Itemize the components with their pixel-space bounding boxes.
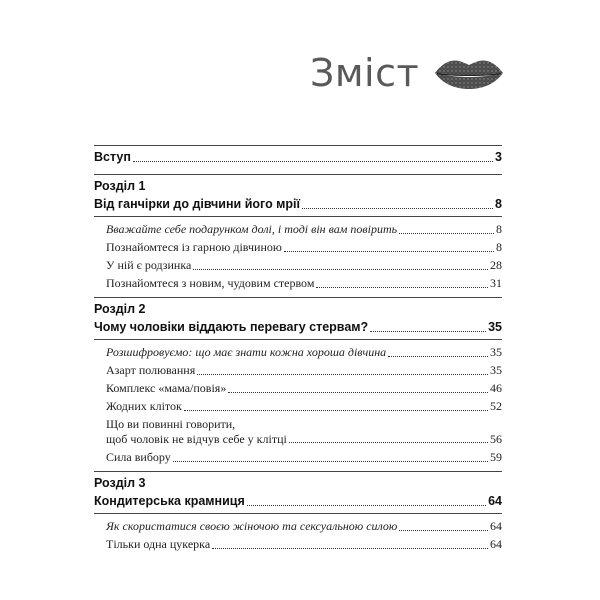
toc-entry[interactable] (94, 517, 502, 535)
toc-entry[interactable] (94, 379, 502, 397)
entry-page: 35 (490, 363, 502, 377)
toc-entry[interactable] (94, 397, 502, 415)
entry-page: 3 (495, 150, 502, 164)
dot-leader (133, 161, 493, 162)
entry-page: 52 (490, 399, 502, 413)
section-label: Розділ 3 (94, 476, 146, 490)
entry-page: 8 (496, 222, 502, 236)
entry-title: Як скористатися своєю жіночою та сексуальною силою (106, 519, 398, 533)
dot-leader (370, 331, 486, 332)
toc-entry[interactable] (94, 535, 502, 553)
toc-entry[interactable] (94, 343, 502, 361)
entry-title: Сила вибору (106, 450, 171, 464)
toc-entry[interactable] (94, 256, 502, 274)
entry-page: 31 (490, 276, 502, 290)
divider (94, 216, 502, 217)
entry-title: Тільки одна цукерка (106, 537, 211, 551)
entry-page: 59 (490, 450, 502, 464)
section-heading[interactable] (94, 318, 502, 336)
entry-page: 56 (490, 432, 502, 446)
dot-leader (284, 251, 494, 252)
dot-leader (173, 461, 488, 462)
dot-leader (388, 356, 488, 357)
dot-leader (302, 208, 493, 209)
entry-title-line1: Що ви повинні говорити, (106, 417, 236, 431)
section-page: 8 (495, 197, 502, 211)
entry-title: У ній є родзинка (106, 258, 192, 272)
dot-leader (212, 548, 488, 549)
header (310, 48, 507, 98)
table-of-contents (94, 145, 502, 553)
lips-kiss-icon (431, 54, 507, 92)
toc-entry-intro[interactable] (94, 148, 502, 166)
toc-entry[interactable] (94, 448, 502, 466)
dot-leader (316, 287, 488, 288)
dot-leader (228, 392, 488, 393)
section-title: Чому чоловіки віддають перевагу стервам? (94, 320, 369, 334)
entry-page: 64 (490, 519, 502, 533)
entry-page: 35 (490, 345, 502, 359)
entry-title: Вступ (94, 150, 131, 164)
section-heading[interactable] (94, 492, 502, 510)
entry-page: 46 (490, 381, 502, 395)
section-page: 35 (488, 320, 502, 334)
entry-title: Комплекс «мама/повія» (106, 381, 227, 395)
dot-leader (289, 442, 488, 443)
entry-page: 64 (490, 537, 502, 551)
toc-entry[interactable] (94, 361, 502, 379)
page-title: Зміст (310, 51, 420, 95)
toc-entry[interactable] (94, 238, 502, 256)
dot-leader (184, 410, 488, 411)
divider (94, 513, 502, 514)
entry-title: Вважайте себе подарунком долі, і тоді він вам повірить (106, 222, 398, 236)
dot-leader (193, 269, 488, 270)
entry-title: Жодних кліток (106, 399, 182, 413)
divider (94, 145, 502, 146)
toc-entry[interactable] (94, 274, 502, 292)
entry-title: Розшифровуємо: що має знати кожна хороша дівчина (106, 345, 387, 359)
section-label: Розділ 1 (94, 179, 146, 193)
toc-entry[interactable] (94, 220, 502, 238)
entry-title: Познайомтеся із гарною дівчиною (106, 240, 282, 254)
entry-title: Познайомтеся з новим, чудовим стервом (106, 276, 315, 290)
divider (94, 174, 502, 175)
divider (94, 339, 502, 340)
section-page: 64 (488, 494, 502, 508)
dot-leader (399, 233, 494, 234)
entry-page: 28 (490, 258, 502, 272)
entry-page: 8 (496, 240, 502, 254)
entry-title: Азарт полювання (106, 363, 196, 377)
section-title: Від ганчірки до дівчини його мрії (94, 197, 301, 211)
section-title: Кондитерська крамниця (94, 494, 245, 508)
section-label: Розділ 2 (94, 302, 146, 316)
dot-leader (197, 374, 488, 375)
toc-entry-two-line[interactable] (94, 417, 502, 447)
divider (94, 297, 502, 298)
section-heading[interactable] (94, 195, 502, 213)
entry-line2 (106, 432, 502, 447)
dot-leader (247, 505, 486, 506)
entry-title-line2: щоб чоловік не відчув себе у клітці (106, 432, 287, 446)
dot-leader (399, 530, 488, 531)
divider (94, 471, 502, 472)
